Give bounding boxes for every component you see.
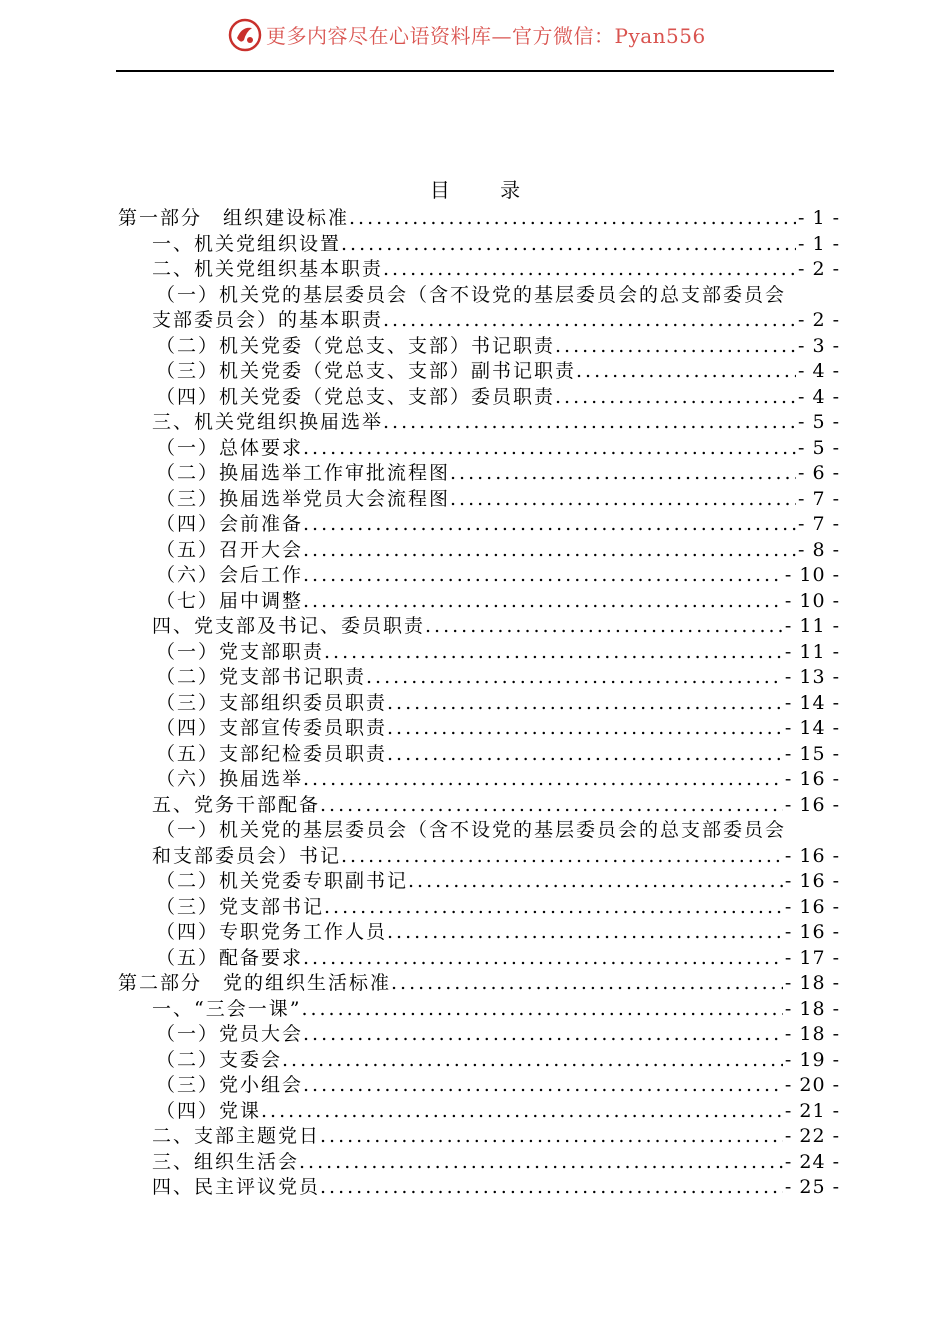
toc-entry-title: （四）支部宣传委员职责 [156,717,388,739]
toc-entry[interactable] [118,869,840,895]
toc-entry-title: （二）支委会 [156,1048,283,1071]
toc-page-number: - 2 - [797,258,840,280]
toc-leader-dots [450,487,796,513]
toc-leader-dots [324,640,783,666]
toc-entry[interactable] [118,716,840,742]
toc-entry-title: （二）党支部书记职责 [156,666,367,688]
toc-entry[interactable] [118,436,840,462]
toc-entry[interactable] [118,665,840,691]
toc-entry[interactable] [118,946,840,972]
toc-page-number: - 18 - [784,1023,840,1045]
toc-entry-title: 三、机关党组织换届选举 [152,411,384,433]
toc-page-number: - 1 - [797,232,840,255]
toc-entry[interactable] [118,257,840,283]
toc-page-number: - 14 - [784,691,840,714]
toc-entry[interactable] [118,1150,840,1176]
toc-entry-title: （五）配备要求 [156,946,304,969]
toc-entry[interactable] [118,767,840,793]
toc-leader-dots [383,308,796,334]
toc-page-number: - 5 - [797,436,840,459]
toc-page-number: - 20 - [784,1074,840,1096]
toc-leader-dots [555,334,796,360]
toc-entry[interactable] [118,1124,840,1150]
toc-entry-title: （七）届中调整 [156,589,304,612]
toc-page-number: - 16 - [784,793,840,816]
toc-entry[interactable] [118,1022,840,1048]
toc-page-number: - 19 - [784,1048,840,1071]
toc-leader-dots [299,1150,783,1176]
toc-entry-title: （五）支部纪检委员职责 [156,742,388,765]
toc-entry-title: 四、民主评议党员 [152,1176,321,1198]
toc-entry-title: （一）党员大会 [156,1023,304,1045]
toc-entry[interactable] [118,895,840,921]
toc-page-number: - 16 - [784,844,840,867]
toc-entry-title: （二）机关党委（党总支、支部）书记职责 [156,334,556,357]
toc-entry-title: （四）专职党务工作人员 [156,921,388,943]
toc-entry[interactable] [118,461,840,487]
toc-leader-dots [425,614,783,640]
toc-entry[interactable] [118,232,840,258]
toc-page-number: - 18 - [784,997,840,1020]
toc-entry-title: 和支部委员会）书记 [152,844,342,867]
toc-page-number: - 4 - [797,360,840,382]
toc-entry[interactable] [118,614,840,640]
toc-page-number: - 3 - [797,334,840,357]
toc-entry[interactable] [118,283,840,309]
toc-entry-title: （四）会前准备 [156,513,304,535]
toc-entry[interactable] [118,334,840,360]
toc-entry-title: 支部委员会）的基本职责 [152,309,384,331]
toc-page-number: - 11 - [784,640,840,663]
toc-leader-dots [303,436,796,462]
toc-page-number: - 14 - [784,717,840,739]
toc-entry-title: 三、组织生活会 [152,1150,300,1173]
toc-page-number: - 1 - [797,207,840,229]
toc-leader-dots [387,920,783,946]
toc-leader-dots [576,359,796,385]
toc-entry[interactable] [118,410,840,436]
toc-leader-dots [303,1022,783,1048]
toc-leader-dots [324,895,783,921]
toc-leader-dots [303,512,796,538]
toc-leader-dots [555,385,796,411]
toc-entry-title: （二）换届选举工作审批流程图 [156,462,451,484]
toc-leader-dots [303,563,783,589]
toc-entry[interactable] [118,920,840,946]
toc-entry-title: （一）机关党的基层委员会（含不设党的基层委员会的总支部委员会 [156,819,787,841]
toc-leader-dots [341,844,783,870]
toc-entry-title: （一）机关党的基层委员会（含不设党的基层委员会的总支部委员会 [156,283,787,306]
toc-leader-dots [320,1175,783,1201]
toc-leader-dots [450,461,796,487]
toc-page-number: - 11 - [784,615,840,637]
toc-page-number: - 7 - [797,513,840,535]
toc-entry[interactable] [118,512,840,538]
toc-page-number: - 7 - [797,487,840,510]
toc-leader-dots [383,410,796,436]
toc-page-number: - 6 - [797,462,840,484]
toc-entry[interactable] [118,359,840,385]
toc-page-number: - 15 - [784,742,840,765]
table-of-contents [118,206,840,1201]
toc-entry-title: 一、“三会一课” [152,997,302,1020]
toc-leader-dots [301,997,782,1023]
toc-entry-title: （六）会后工作 [156,564,304,586]
toc-entry[interactable] [118,691,840,717]
page-header [0,0,950,72]
toc-entry-title: 一、机关党组织设置 [152,232,342,255]
toc-leader-dots [282,1048,783,1074]
toc-leader-dots [349,206,796,232]
toc-entry[interactable] [118,589,840,615]
toc-title: 目 录 [429,178,543,202]
toc-entry[interactable] [118,1099,840,1125]
toc-leader-dots [387,716,783,742]
toc-entry-title: 四、党支部及书记、委员职责 [152,615,426,637]
toc-leader-dots [387,691,783,717]
toc-leader-dots [303,589,783,615]
toc-leader-dots [341,232,796,258]
toc-leader-dots [391,971,783,997]
toc-entry-title: （二）机关党委专职副书记 [156,870,409,892]
toc-leader-dots [303,1073,783,1099]
toc-entry-title: （一）总体要求 [156,436,304,459]
toc-entry-title: （六）换届选举 [156,768,304,790]
toc-entry-title: 第一部分 组织建设标准 [118,207,350,229]
toc-leader-dots [303,767,783,793]
toc-entry[interactable] [118,640,840,666]
toc-leader-dots [320,793,783,819]
toc-page-number: - 8 - [797,538,840,561]
toc-page-number: - 2 - [797,309,840,331]
toc-page-number: - 5 - [797,411,840,433]
toc-entry-title: （三）机关党委（党总支、支部）副书记职责 [156,360,577,382]
toc-entry[interactable] [118,1048,840,1074]
toc-entry[interactable] [118,742,840,768]
toc-entry[interactable] [118,844,840,870]
toc-page-number: - 16 - [784,870,840,892]
toc-page-number: - 16 - [784,895,840,918]
toc-leader-dots [320,1124,783,1150]
toc-page-number: - 17 - [784,946,840,969]
toc-entry[interactable] [118,971,840,997]
toc-entry[interactable] [118,997,840,1023]
toc-entry-title: （四）党课 [156,1099,262,1122]
header-divider [116,70,834,72]
toc-entry-title: （三）党支部书记 [156,895,325,918]
toc-entry[interactable] [118,818,840,844]
toc-page-number: - 10 - [784,589,840,612]
logo-icon [228,18,262,52]
toc-leader-dots [261,1099,783,1125]
toc-entry-title: 二、机关党组织基本职责 [152,258,384,280]
toc-leader-dots [408,869,783,895]
toc-leader-dots [366,665,783,691]
toc-entry-title: （一）党支部职责 [156,640,325,663]
toc-page-number: - 13 - [784,666,840,688]
header-watermark-text: 更多内容尽在心语资料库—官方微信：Pyan556 [266,24,706,48]
toc-leader-dots [383,257,796,283]
toc-page-number: - 4 - [797,385,840,408]
toc-entry[interactable] [118,385,840,411]
toc-entry[interactable] [118,1175,840,1201]
toc-page-number: - 10 - [784,564,840,586]
toc-entry-title: （三）党小组会 [156,1074,304,1096]
toc-page-number: - 16 - [784,768,840,790]
toc-entry-title: （四）机关党委（党总支、支部）委员职责 [156,385,556,408]
toc-entry[interactable] [118,538,840,564]
toc-entry-title: 二、支部主题党日 [152,1125,321,1147]
toc-entry-title: 第二部分 党的组织生活标准 [118,972,392,994]
toc-entry[interactable] [118,1073,840,1099]
toc-entry-title: （三）支部组织委员职责 [156,691,388,714]
toc-entry[interactable] [118,793,840,819]
toc-leader-dots [303,538,796,564]
toc-page-number: - 18 - [784,972,840,994]
toc-page-number: - 24 - [784,1150,840,1173]
toc-entry-title: （三）换届选举党员大会流程图 [156,487,451,510]
toc-page-number: - 22 - [784,1125,840,1147]
toc-entry[interactable] [118,308,840,334]
toc-leader-dots [303,946,783,972]
toc-entry[interactable] [118,563,840,589]
toc-leader-dots [387,742,783,768]
toc-page-number: - 25 - [784,1176,840,1198]
toc-entry-title: （五）召开大会 [156,538,304,561]
toc-entry[interactable] [118,206,840,232]
toc-entry[interactable] [118,487,840,513]
toc-entry-title: 五、党务干部配备 [152,793,321,816]
toc-page-number: - 21 - [784,1099,840,1122]
toc-page-number: - 16 - [784,921,840,943]
